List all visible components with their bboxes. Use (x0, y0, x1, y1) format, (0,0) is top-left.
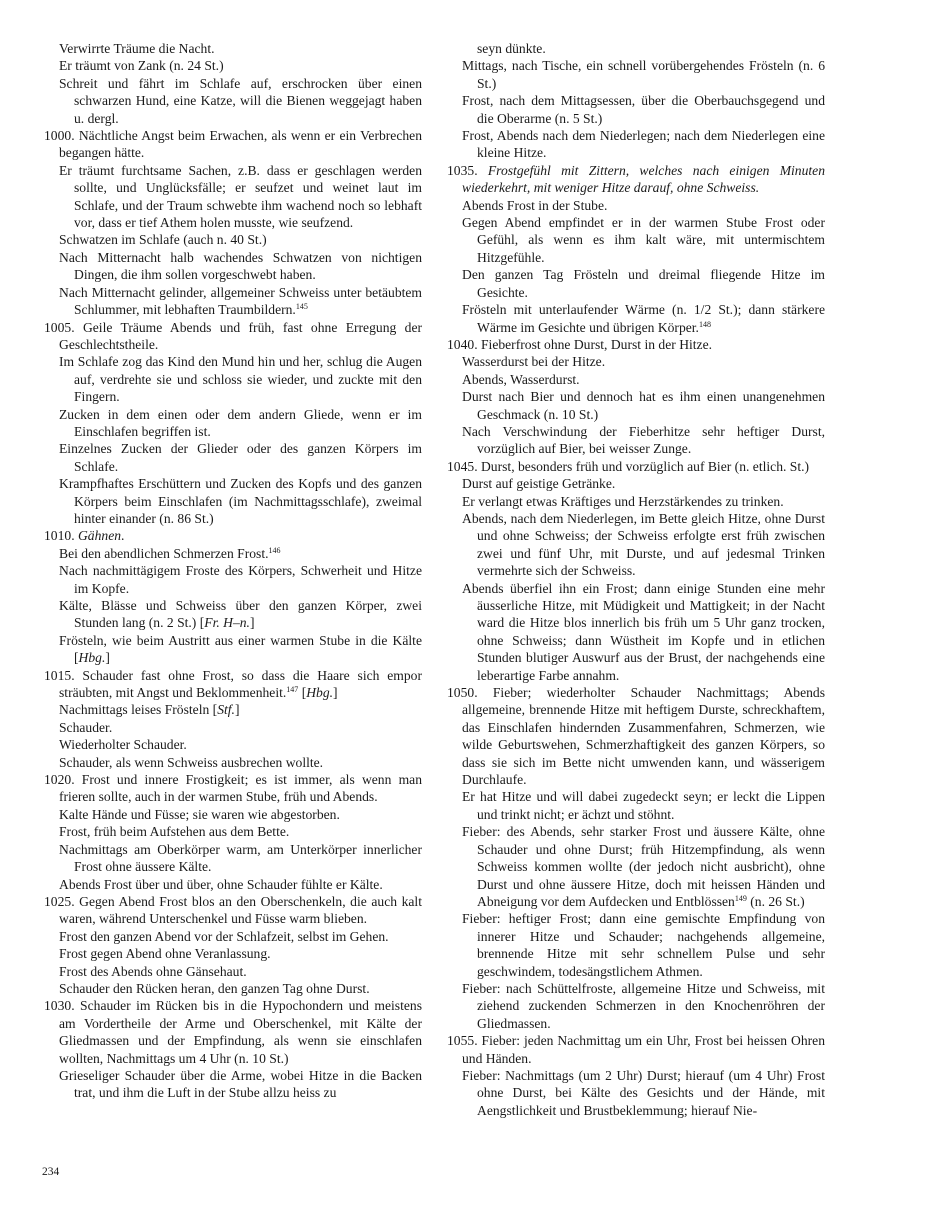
numbered-entry: 1000. Nächtliche Angst beim Erwachen, als wenn er ein Verbrechen begangen hätte. (44, 128, 422, 161)
footnote-ref: 146 (268, 545, 281, 555)
numbered-entry: 1010. Gähnen. (44, 528, 125, 544)
entry-text: Abends überfiel ihn ein Frost; dann einige Stunden eine mehr äusserliche Hitze, mit Müdigkeit und Mattigkeit; in der Nacht ward die Hitze blos innerlich bis früh um 5 Uhr ganz trocken, ohne Schweiss; dann Wüstheit im Kopfe und in etlichen Stunden blutiger Auswurf aus der Brust, der nachgehends eine leberartige Farbe annahm. (462, 580, 825, 683)
entry-text: Nachmittags leises Frösteln [Stf.] (59, 702, 240, 718)
entry-text: Fieber: heftiger Frost; dann eine gemischte Empfindung von innerer Hitze und Schauder; nachgehends allgemeine, brennende Hitze mit sehr schnellem Pulse und sehr geschwindem, todesängstlichem Athmen. (462, 911, 825, 979)
entry-text: Durst nach Bier und dennoch hat es ihm einen unangenehmen Geschmack (n. 10 St.) (462, 389, 825, 422)
numbered-entry: 1020. Frost und innere Frostigkeit; es ist immer, als wenn man frieren sollte, auch in der warmen Stube, früh und Abends. (44, 772, 422, 805)
entry-text: Er verlangt etwas Kräftiges und Herzstärkendes zu trinken. (462, 493, 784, 509)
entry-text: Einzelnes Zucken der Glieder oder des ganzen Körpers im Schlafe. (59, 441, 422, 474)
numbered-entry: 1040. Fieberfrost ohne Durst, Durst in der Hitze. (447, 336, 713, 352)
footnote-ref: 147 (286, 685, 299, 695)
footnote-ref: 148 (698, 319, 711, 329)
footnote-ref: 145 (295, 302, 308, 312)
entry-text: Er träumt furchtsame Sachen, z.B. dass er geschlagen werden sollte, und Unglücksfälle; er seufzet und weinet laut im Schlafe, und der Traum schwebte ihm wachend noch so lebhaft vor, dass er tief Athem holen musste, wie seufzend. (59, 162, 422, 231)
entry-text: Fieber: Nachmittags (um 2 Uhr) Durst; hierauf (um 4 Uhr) Frost ohne Durst, bei Kälte des Gesichts und der Hände, mit Aengstlichkeit und Brustbeklemmung; hierauf Nie- (462, 1067, 825, 1118)
entry-text: Schreit und fährt im Schlafe auf, erschrocken über einen schwarzen Hund, eine Katze, will die Bienen weggejagt haben u. dergl. (59, 75, 422, 126)
entry-text: Im Schlafe zog das Kind den Mund hin und her, schlug die Augen auf, verdrehte sie und schloss sie wieder, und zuckte mit den Fingern. (59, 354, 422, 405)
entry-text: Krampfhaftes Erschüttern und Zucken des Kopfs und des ganzen Körpers beim Einschlafen (im Nachmittagsschlafe), zweimal hinter einander (n. 86 St.) (59, 476, 422, 526)
entry-text: Frost den ganzen Abend vor der Schlafzeit, selbst im Gehen. (59, 928, 389, 944)
entry-text: Frost, Abends nach dem Niederlegen; nach dem Niederlegen eine kleine Hitze. (462, 128, 825, 161)
right-column (447, 40, 825, 1119)
entry-text: Abends Frost in der Stube. (462, 197, 608, 213)
numbered-entry: 1055. Fieber: jeden Nachmittag um ein Uhr, Frost bei heissen Ohren und Händen. (447, 1033, 825, 1066)
entry-text: Kalte Hände und Füsse; sie waren wie abgestorben. (59, 806, 340, 822)
entry-text: Frost gegen Abend ohne Veranlassung. (59, 946, 271, 962)
entry-text: Er hat Hitze und will dabei zugedeckt seyn; er leckt die Lippen und trinkt nicht; er ächzt und stöhnt. (462, 789, 825, 822)
numbered-entry: 1015. Schauder fast ohne Frost, so dass die Haare sich empor sträubten, mit Angst und Beklommenheit.$^{147}$ [Hbg.] (44, 667, 422, 701)
entry-text: Frost des Abends ohne Gänsehaut. (59, 963, 247, 979)
entry-text: Bei den abendlichen Schmerzen Frost.$^{146}$ (59, 545, 281, 561)
numbered-entry: 1045. Durst, besonders früh und vorzüglich auf Bier (n. etlich. St.) (447, 458, 810, 474)
fraction: 1/2 (693, 302, 712, 318)
entry-text: Abends, nach dem Niederlegen, im Bette gleich Hitze, ohne Durst und ohne Schweiss; der Schweiss erfolgte erst früh zwischen zwei und fünf Uhr, mit Durste, und auf jedesmal Trinken vermehrte sich der Schweiss. (462, 510, 825, 579)
numbered-entry: 1030. Schauder im Rücken bis in die Hypochondern und meistens am Vordertheile der Arme und Oberschenkel, mit Kälte der Gliedmassen und der Empfindung, als wenn sie einschlafen wollten, Nachmittags um 4 Uhr (n. 10 St.) (44, 998, 422, 1066)
entry-text: Den ganzen Tag Frösteln und dreimal fliegende Hitze im Gesichte. (462, 267, 825, 300)
entry-text: Schauder. (59, 719, 113, 735)
entry-text: Fieber: des Abends, sehr starker Frost und äussere Kälte, ohne Schauder und ohne Durst; früh Hitzempfindung, als wenn Schweiss kommen wollte (der jedoch nicht ausbricht), ohne Durst und ohne äussere Hitze, doch mit heissen Händen und Abneigung vor dem Aufdecken und Entblössen$^{149}$ (n. 26 St.) (462, 824, 825, 909)
entry-text: Schwatzen im Schlafe (auch n. 40 St.) (59, 232, 267, 248)
entry-text: Nach Mitternacht halb wachendes Schwatzen von nichtigen Dingen, die ihm sollen vorgeschwebt haben. (59, 249, 422, 283)
entry-text: Frösteln, wie beim Austritt aus einer warmen Stube in die Kälte [Hbg.] (59, 632, 422, 666)
footnote-ref: 149 (734, 893, 747, 903)
entry-text: Fieber: nach Schüttelfroste, allgemeine Hitze und Schweiss, mit ziehend zuckenden Schmerzen in den Knochenröhren der Gliedmassen. (462, 980, 825, 1031)
entry-text: Kälte, Blässe und Schweiss über den ganzen Körper, zwei Stunden lang (n. 2 St.) [Fr. H–n.] (59, 598, 422, 631)
entry-text: Nach Verschwindung der Fieberhitze sehr heftiger Durst, vorzüglich auf Bier, bei weisser Zunge. (462, 423, 825, 457)
entry-text: Frost, früh beim Aufstehen aus dem Bette. (59, 824, 290, 840)
left-column (44, 40, 422, 1102)
entry-text: Durst auf geistige Getränke. (462, 476, 616, 492)
entry-text: Wasserdurst bei der Hitze. (462, 354, 606, 370)
entry-text: Frösteln mit unterlaufender Wärme (n. 1/2 St.); dann stärkere Wärme im Gesichte und übrigen Körper.$^{148}$ (462, 302, 826, 335)
entry-text: Frost, nach dem Mittagsessen, über die Oberbauchsgegend und die Oberarme (n. 5 St.) (462, 93, 825, 126)
entry-text: Schauder den Rücken heran, den ganzen Tag ohne Durst. (59, 980, 370, 996)
entry-text: Grieseliger Schauder über die Arme, wobei Hitze in die Backen trat, und ihm die Luft in der Stube allzu heiss zu (59, 1067, 422, 1101)
entry-text: Nachmittags am Oberkörper warm, am Unterkörper innerlicher Frost ohne äussere Kälte. (59, 841, 422, 875)
entry-text: Verwirrte Träume die Nacht. (59, 41, 215, 56)
page-number: 234 (42, 1166, 60, 1178)
entry-text: Nach nachmittägigem Froste des Körpers, Schwerheit und Hitze im Kopfe. (59, 563, 422, 596)
numbered-entry: 1005. Geile Träume Abends und früh, fast ohne Erregung der Geschlechtstheile. (44, 319, 422, 352)
numbered-entry: 1035. Frostgefühl mit Zittern, welches nach einigen Minuten wiederkehrt, mit weniger Hitze darauf, ohne Schweiss. (447, 162, 826, 196)
entry-continuation: seyn dünkte. (477, 41, 546, 56)
entry-text: Mittags, nach Tische, ein schnell vorübergehendes Frösteln (n. 6 St.) (462, 58, 825, 91)
entry-text: Nach Mitternacht gelinder, allgemeiner Schweiss unter betäubtem Schlummer, mit lebhaften Traumbildern.$^{145}$ (59, 284, 422, 318)
entry-text: Wiederholter Schauder. (59, 737, 187, 753)
entry-text: Er träumt von Zank (n. 24 St.) (59, 58, 224, 74)
entry-text: Abends, Wasserdurst. (462, 371, 580, 387)
numbered-entry: 1025. Gegen Abend Frost blos an den Oberschenkeln, die auch kalt waren, während Unterschenkel und Füsse warm blieben. (44, 893, 422, 927)
entry-text: Schauder, als wenn Schweiss ausbrechen wollte. (59, 754, 324, 770)
numbered-entry: 1050. Fieber; wiederholter Schauder Nachmittags; Abends allgemeine, brennende Hitze mit heftigem Durste, schreckhaftem, das Einschlafen hindernden Zusammenfahren, Schmerzen, wie wilde Geburtswehen, Schmerzhaftigkeit des ganzen Körpers, so dass sie sich im Bette nicht umwenden kann, und wässerigem Durchlaufe. (447, 685, 825, 788)
entry-text: Zucken in dem einen oder dem andern Gliede, wenn er im Einschlafen begriffen ist. (59, 406, 422, 439)
entry-text: Gegen Abend empfindet er in der warmen Stube Frost oder Gefühl, als wenn es ihm kalt wäre, mit untermischtem Hitzgefühle. (462, 215, 825, 265)
entry-text: Abends Frost über und über, ohne Schauder fühlte er Kälte. (59, 876, 383, 892)
